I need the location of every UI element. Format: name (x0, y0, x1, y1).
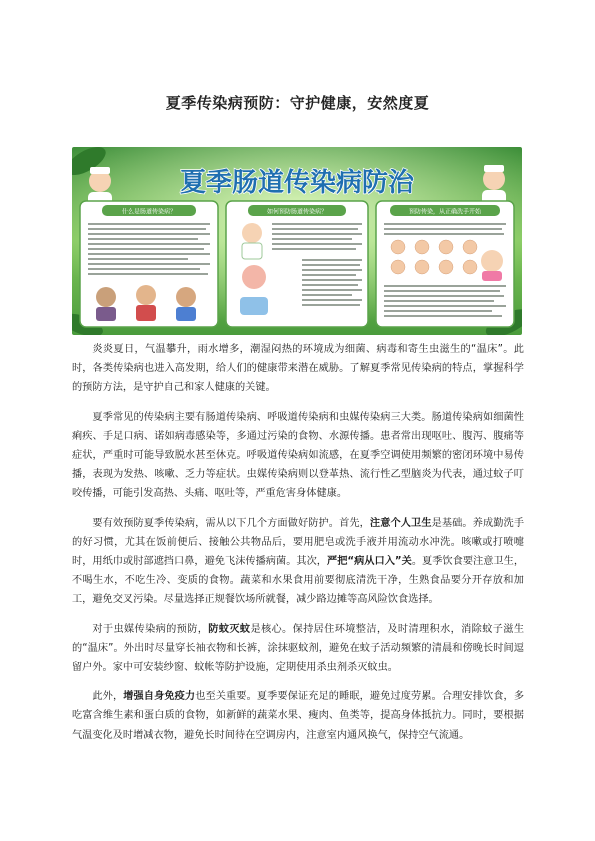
emphasis-text: 增强自身免疫力 (123, 691, 196, 703)
page-title: 夏季传染病预防：守护健康，安然度夏 (165, 94, 430, 112)
paragraph-text: 也至关重要。夏季要保证充足的睡眠，避免过度劳累。合理安排饮食，多吃富含维生素和蛋白质的食物，如新鲜的蔬菜水果、瘦肉、鱼类等，提高身体抵抗力。同时，要根据气温变化及时增减衣物，避免长时间待在空调房内，注意室内通风换气，保持空气流通。 (72, 691, 525, 741)
poster-graphic (72, 147, 522, 335)
paragraph-text: 。夏季饮食要注意卫生，不喝生水，不吃生冷、变质的食物。蔬菜和水果食用前要彻底清洗干净，生熟食品要分开存放和加工，避免交叉污染。尽量选择正规餐饮场所就餐，减少路边摊等高风险饮食选择。 (72, 556, 525, 606)
paragraph (72, 687, 524, 745)
paragraph-text: 对于虫媒传染病的预防， (92, 623, 209, 635)
poster-panel-2-heading: 如何预防肠道传染病？ (266, 208, 328, 216)
poster-panel-3-heading: 预防传染，从正确洗手开始 (408, 208, 482, 216)
paragraph-text: 是核心。保持居住环境整洁，及时清理积水，消除蚊子滋生的“温床”。外出时尽量穿长袖衣物和长裤，涂抹驱蚊剂，避免在蚊子活动频繁的清晨和傍晚长时间逗留户外。家中可安装纱窗、蚊帐等防护设施，定期使用杀虫剂杀灭蚊虫。 (72, 623, 525, 674)
poster-panel-2 (226, 201, 368, 327)
poster-panel-3 (376, 201, 514, 327)
paragraph (72, 620, 524, 678)
paragraph-text: 是基础。养成勤洗手的好习惯，尤其在饭前便后、接触公共物品后，要用肥皂或洗手液并用流动水冲洗。咳嗽或打喷嚏时，用纸巾或肘部遮挡口鼻，避免飞沫传播病菌。其次， (72, 517, 525, 568)
poster-headline: 夏季肠道传染病防治 (179, 168, 415, 198)
poster-panel-1 (80, 201, 218, 327)
poster-image (72, 147, 522, 335)
paragraph-text: 炎炎夏日，气温攀升，雨水增多，潮湿闷热的环境成为细菌、病毒和寄生虫滋生的“温床”。此时，各类传染病也进入高发期，给人们的健康带来潜在威胁。了解夏季常见传染病的特点，掌握科学的预防方法，是守护自己和家人健康的关键。 (72, 344, 524, 394)
emphasis-text: 注意个人卫生 (369, 517, 432, 529)
paragraph-text: 夏季常见的传染病主要有肠道传染病、呼吸道传染病和虫媒传染病三大类。肠道传染病如细菌性痢疾、手足口病、诺如病毒感染等，多通过污染的食物、水源传播。患者常出现呕吐、腹泻、腹痛等症状，严重时可能导致脱水甚至休克。呼吸道传染病如流感，在夏季空调使用频繁的密闭环境中易传播，表现为发热、咳嗽、乏力等症状。虫媒传染病则以登革热、流行性乙型脑炎为代表，通过蚊子叮咬传播，可能引发高热、头痛、呕吐等，严重危害身体健康。 (72, 411, 524, 500)
emphasis-text: 防蚊灭蚊 (208, 623, 251, 635)
emphasis-text: 严把“病从口入”关 (327, 556, 412, 568)
article-body (72, 340, 524, 755)
paragraph (72, 340, 524, 398)
paragraph-text: 此外， (92, 691, 124, 703)
poster-panel-1-heading: 什么是肠道传染病？ (121, 208, 177, 216)
paragraph-text: 要有效预防夏季传染病，需从以下几个方面做好防护。首先， (92, 517, 370, 529)
paragraph (72, 514, 524, 610)
paragraph (72, 408, 524, 504)
